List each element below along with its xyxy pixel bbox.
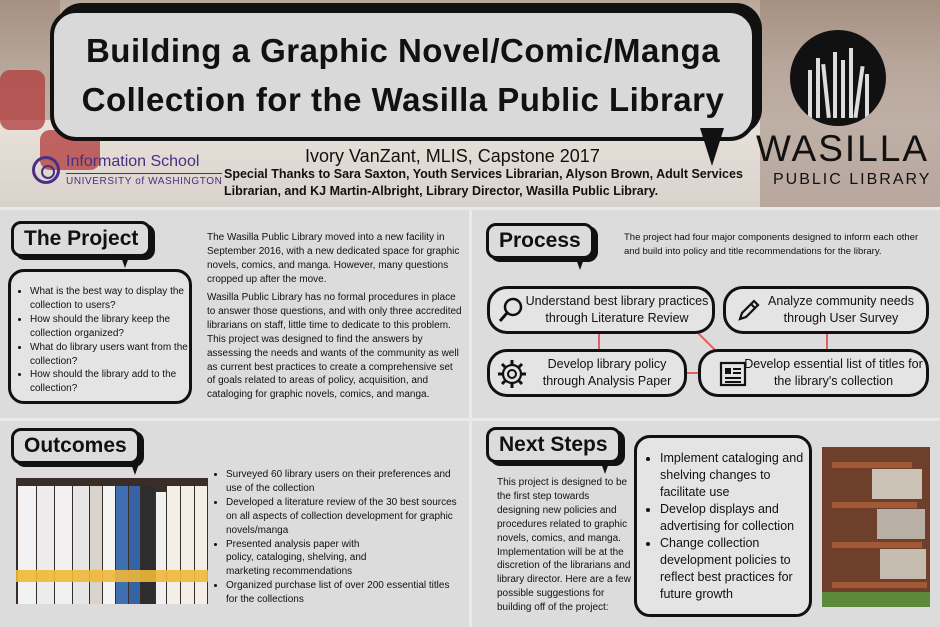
next-steps-title: Next Steps [486, 427, 621, 463]
list-item: • Developed a literature review of the 30 best sources on all aspects of collection development for graphic novels/manga [226, 496, 458, 538]
title-line-2: Collection for the Wasilla Public Library [81, 81, 725, 118]
manga-books-photo [16, 478, 208, 604]
project-paragraph-1: The Wasilla Public Library moved into a new facility in September 2016, with a new dedicated space for graphic novels, comics, and manga. However, many questions cropped up after the move. [207, 232, 460, 285]
gear-icon [496, 358, 528, 390]
pencil-icon [735, 296, 763, 324]
document-list-icon [718, 359, 748, 389]
next-steps-title-tail [600, 460, 610, 474]
acknowledgements: Special Thanks to Sara Saxton, Youth Services Librarian, Alyson Brown, Adult Services Librarian, and KJ Martin-Albright, Library Director, Wasilla Public Library. [224, 167, 743, 198]
list-item: • What do library users want from the collection? [30, 341, 188, 369]
node-label: Develop library policy through Analysis Paper [542, 357, 672, 388]
node-label: Analyze community needs through User Survey [768, 294, 914, 325]
process-intro: The project had four major components designed to inform each other and build into policy and title recommendations for the library. [624, 232, 919, 257]
project-questions [30, 285, 188, 396]
node-label: Understand best library practices through Literature Review [525, 294, 709, 325]
outcomes-list [226, 468, 458, 607]
project-title-tail [120, 254, 130, 268]
uw-logo-icon [32, 156, 60, 184]
list-item: • Change collection development policies to reflect best practices for future growth [660, 535, 806, 603]
process-title: Process [486, 223, 594, 259]
author-line: Ivory VanZant, MLIS, Capstone 2017 [305, 146, 600, 166]
library-name: WASILLA [756, 128, 930, 169]
uw-school-name: Information School [66, 153, 200, 170]
magnifier-icon [497, 296, 525, 324]
outcomes-title-tail [130, 461, 140, 475]
list-item: • Presented analysis paper with policy, cataloging, shelving, and marketing recommendations [226, 538, 376, 580]
node-label: Develop essential list of titles for the library's collection [744, 357, 923, 388]
next-steps-paragraph: This project is designed to be the first step towards designing new policies and procedures related to graphic novels, comics, and manga. Implementation will be at the discretion of the librarians and library director. Here are a few possible suggestions for building off of the project: [497, 477, 631, 614]
bubble-tail [700, 128, 724, 166]
process-title-tail [575, 256, 585, 270]
list-item: • Organized purchase list of over 200 essential titles for the collections [226, 579, 458, 607]
outcomes-title: Outcomes [11, 428, 140, 464]
list-item: • Develop displays and advertising for collection [660, 501, 806, 535]
title-line-1: Building a Graphic Novel/Comic/Manga [85, 32, 721, 69]
poster-title [70, 26, 736, 124]
list-item: • Implement cataloging and shelving changes to facilitate use [660, 450, 806, 501]
list-item: • Surveyed 60 library users on their preferences and use of the collection [226, 468, 458, 496]
project-title: The Project [11, 221, 151, 257]
library-shelves-photo [822, 447, 930, 607]
list-item: • What is the best way to display the collection to users? [30, 285, 188, 313]
next-steps-list [660, 450, 806, 603]
project-paragraph-2: Wasilla Public Library has no formal procedures in place to answer those questions, and with only three accredited librarians on staff, little time to dedicate to this problem. This project was designed to find the answers by assessing the needs and wants of the community as well as current best practices to create a comprehensive set of goals related to areas of policy, acquisition, and cataloging for graphic novels, comics, and manga. [207, 292, 462, 401]
list-item: • How should the library add to the collection? [30, 368, 188, 396]
uw-university-name: UNIVERSITY of WASHINGTON [66, 173, 222, 187]
list-item: • How should the library keep the collection organized? [30, 313, 188, 341]
library-subtitle: PUBLIC LIBRARY [773, 171, 932, 188]
library-logo-icon [790, 30, 886, 126]
